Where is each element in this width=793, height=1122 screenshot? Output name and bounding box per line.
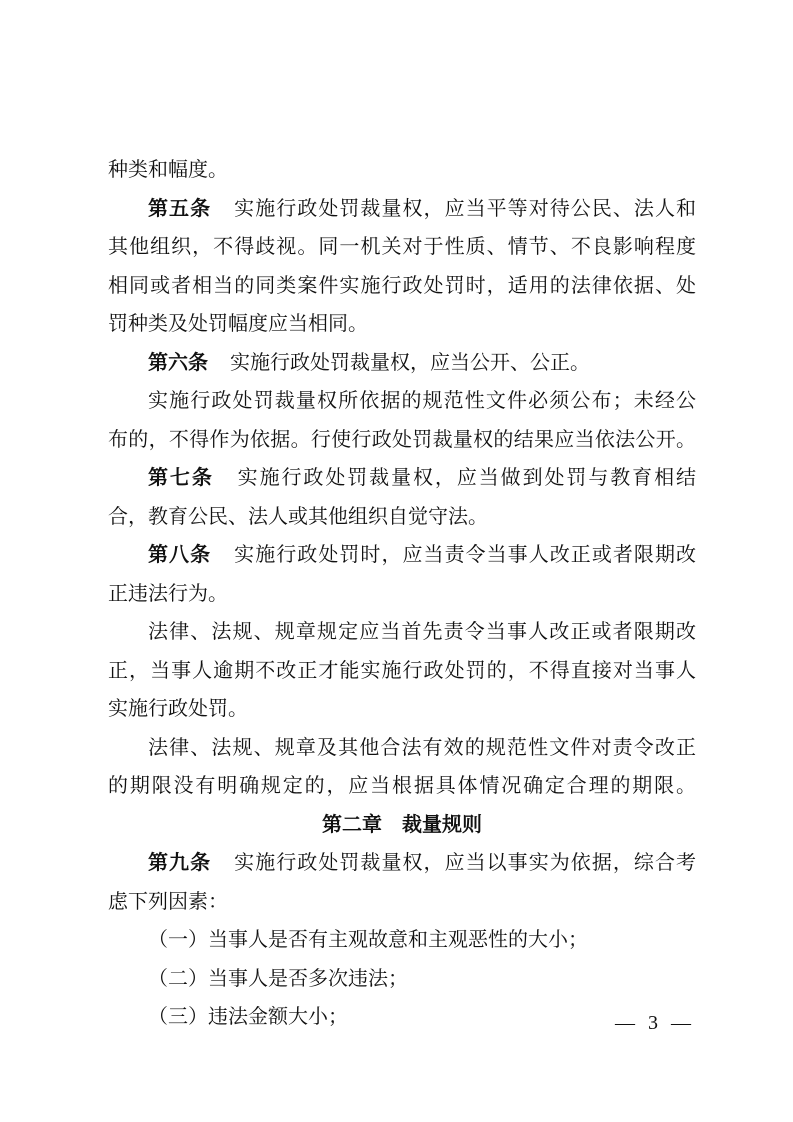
text-line: [108, 150, 696, 189]
line-text: 合，教育公民、法人或其他组织自觉守法。: [108, 503, 488, 528]
text-line: [108, 458, 696, 497]
text-line: [108, 651, 696, 690]
text-block-article-9: [108, 843, 696, 1036]
article-number: 第九条: [148, 850, 212, 874]
text-line: [108, 266, 696, 305]
text-line: [108, 766, 696, 805]
document-body: [108, 150, 696, 1036]
line-text: 实施行政处罚裁量权，应当平等对待公民、法人和: [233, 195, 697, 220]
text-line: [108, 227, 696, 266]
line-text: 实施行政处罚。: [108, 696, 248, 720]
text-line: [108, 381, 696, 420]
chapter-number: 第二章: [322, 811, 382, 836]
text-line: [108, 882, 696, 921]
text-line: [108, 920, 696, 959]
text-line: [108, 304, 696, 343]
text-line: [108, 843, 696, 882]
line-text: 实施行政处罚裁量权所依据的规范性文件必须公布；未经公: [148, 388, 696, 412]
line-text: 法律、法规、规章及其他合法有效的规范性文件对责令改正: [148, 734, 696, 759]
text-line: [108, 728, 696, 767]
article-number: 第八条: [148, 542, 212, 566]
article-number: 第六条: [148, 349, 208, 374]
line-text: （二）当事人是否多次违法；: [148, 965, 408, 990]
text-line: [108, 343, 696, 382]
text-line: [108, 997, 696, 1036]
article-number: 第七条: [148, 465, 214, 489]
text-line: [108, 420, 696, 459]
chapter-title: 裁量规则: [402, 811, 482, 836]
text-line: [108, 959, 696, 998]
text-line: [108, 689, 696, 728]
line-text: 正违法行为。: [108, 580, 228, 605]
line-text: 实施行政处罚裁量权，应当以事实为依据，综合考: [233, 850, 697, 874]
line-text: （一）当事人是否有主观故意和主观恶性的大小；: [148, 927, 588, 951]
line-text: 相同或者相当的同类案件实施行政处罚时，适用的法律依据、处: [108, 272, 696, 297]
text-block-articles-5-8: [108, 150, 696, 805]
chapter-heading: [108, 805, 696, 844]
line-text: 法律、法规、规章规定应当首先责令当事人改正或者限期改: [148, 619, 696, 643]
line-text: 正，当事人逾期不改正才能实施行政处罚的，不得直接对当事人: [108, 657, 696, 682]
line-text: 实施行政处罚时，应当责令当事人改正或者限期改: [233, 542, 697, 566]
article-number: 第五条: [148, 195, 212, 220]
line-text: 实施行政处罚裁量权，应当做到处罚与教育相结: [235, 465, 696, 489]
line-text: 罚种类及处罚幅度应当相同。: [108, 311, 368, 335]
line-text: 的期限没有明确规定的，应当根据具体情况确定合理的期限。: [108, 773, 696, 797]
line-text: 布的，不得作为依据。行使行政处罚裁量权的结果应当依法公开。: [108, 426, 696, 451]
text-line: [108, 574, 696, 613]
text-line: [108, 497, 696, 536]
line-text: 实施行政处罚裁量权，应当公开、公正。: [230, 349, 590, 374]
line-text: 其他组织，不得歧视。同一机关对于性质、情节、不良影响程度: [108, 234, 696, 258]
line-text: 种类和幅度。: [108, 157, 228, 181]
text-line: [108, 189, 696, 228]
line-text: （三）违法金额大小；: [148, 1004, 348, 1028]
text-line: [108, 612, 696, 651]
text-line: [108, 535, 696, 574]
line-text: 虑下列因素：: [108, 888, 228, 913]
page-number: — 3 —: [615, 1012, 695, 1034]
